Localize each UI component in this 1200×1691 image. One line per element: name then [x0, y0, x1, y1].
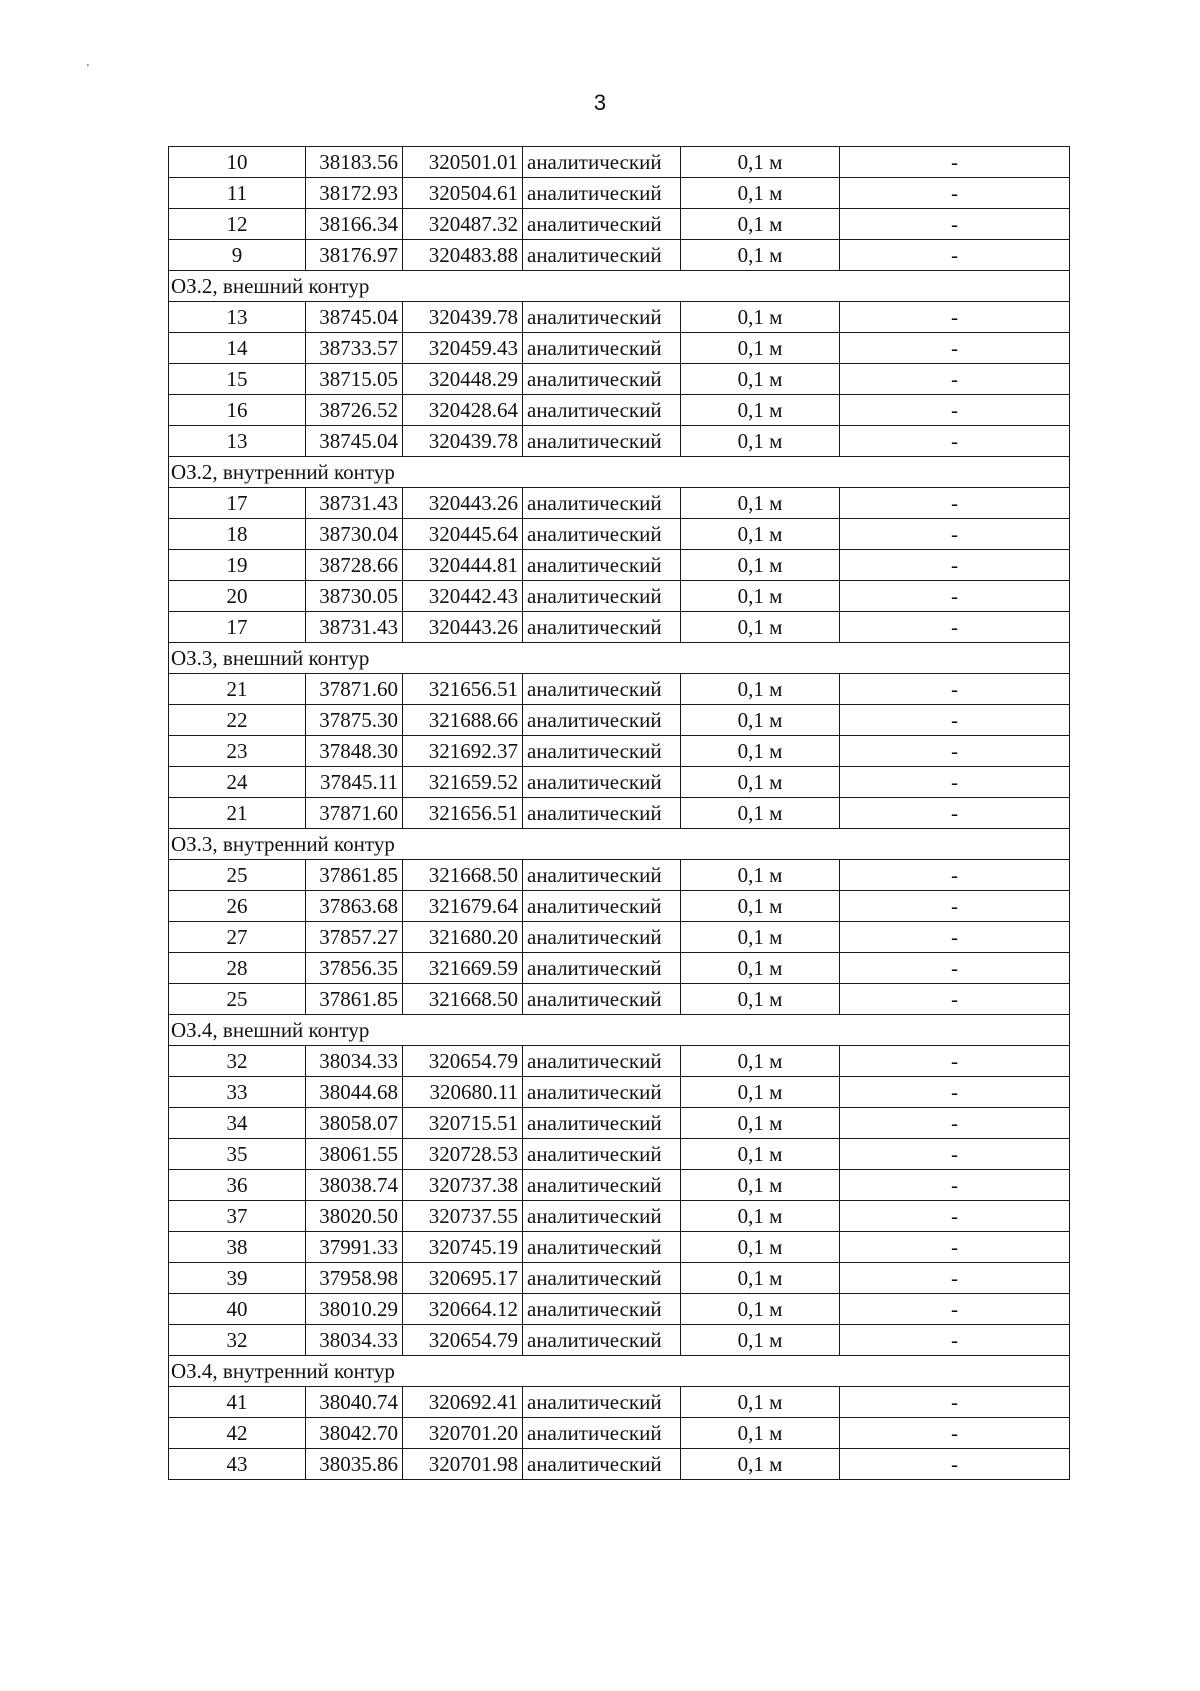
section-header-row — [169, 271, 1070, 302]
method-cell: аналитический — [523, 798, 681, 829]
point-number-cell: 36 — [169, 1170, 306, 1201]
note-cell: - — [840, 364, 1070, 395]
accuracy-cell: 0,1 м — [681, 395, 840, 426]
method-cell: аналитический — [523, 1325, 681, 1356]
note-cell: - — [840, 550, 1070, 581]
point-number-cell: 21 — [169, 798, 306, 829]
note-cell: - — [840, 395, 1070, 426]
method-cell: аналитический — [523, 736, 681, 767]
x-coordinate-cell: 38166.34 — [306, 209, 403, 240]
accuracy-cell: 0,1 м — [681, 1449, 840, 1480]
y-coordinate-cell: 320737.38 — [403, 1170, 523, 1201]
y-coordinate-cell: 320701.98 — [403, 1449, 523, 1480]
method-cell: аналитический — [523, 1387, 681, 1418]
x-coordinate-cell: 37856.35 — [306, 953, 403, 984]
note-cell: - — [840, 1077, 1070, 1108]
x-coordinate-cell: 38034.33 — [306, 1325, 403, 1356]
table-row — [169, 891, 1070, 922]
note-cell: - — [840, 1232, 1070, 1263]
note-cell: - — [840, 1294, 1070, 1325]
note-cell: - — [840, 426, 1070, 457]
x-coordinate-cell: 38035.86 — [306, 1449, 403, 1480]
accuracy-cell: 0,1 м — [681, 860, 840, 891]
point-number-cell: 25 — [169, 984, 306, 1015]
method-cell: аналитический — [523, 1232, 681, 1263]
x-coordinate-cell: 38730.04 — [306, 519, 403, 550]
point-number-cell: 13 — [169, 302, 306, 333]
x-coordinate-cell: 37991.33 — [306, 1232, 403, 1263]
page-number: 3 — [593, 90, 607, 115]
x-coordinate-cell: 38038.74 — [306, 1170, 403, 1201]
y-coordinate-cell: 320445.64 — [403, 519, 523, 550]
note-cell: - — [840, 1108, 1070, 1139]
table-row — [169, 1139, 1070, 1170]
point-number-cell: 27 — [169, 922, 306, 953]
note-cell: - — [840, 240, 1070, 271]
table-row — [169, 1294, 1070, 1325]
x-coordinate-cell: 37848.30 — [306, 736, 403, 767]
section-label: ОЗ.4, внешний контур — [169, 1015, 1070, 1046]
note-cell: - — [840, 1387, 1070, 1418]
table-row — [169, 767, 1070, 798]
note-cell: - — [840, 1263, 1070, 1294]
x-coordinate-cell: 38040.74 — [306, 1387, 403, 1418]
note-cell: - — [840, 1170, 1070, 1201]
table-row — [169, 1418, 1070, 1449]
accuracy-cell: 0,1 м — [681, 1170, 840, 1201]
note-cell: - — [840, 488, 1070, 519]
note-cell: - — [840, 1201, 1070, 1232]
note-cell: - — [840, 891, 1070, 922]
note-cell: - — [840, 984, 1070, 1015]
table-row — [169, 705, 1070, 736]
x-coordinate-cell: 38058.07 — [306, 1108, 403, 1139]
table-row — [169, 519, 1070, 550]
note-cell: - — [840, 1325, 1070, 1356]
y-coordinate-cell: 321669.59 — [403, 953, 523, 984]
x-coordinate-cell: 37875.30 — [306, 705, 403, 736]
y-coordinate-cell: 320487.32 — [403, 209, 523, 240]
method-cell: аналитический — [523, 674, 681, 705]
x-coordinate-cell: 37958.98 — [306, 1263, 403, 1294]
accuracy-cell: 0,1 м — [681, 581, 840, 612]
note-cell: - — [840, 147, 1070, 178]
method-cell: аналитический — [523, 860, 681, 891]
method-cell: аналитический — [523, 209, 681, 240]
accuracy-cell: 0,1 м — [681, 798, 840, 829]
table-row — [169, 178, 1070, 209]
table-row — [169, 798, 1070, 829]
table-row — [169, 984, 1070, 1015]
accuracy-cell: 0,1 м — [681, 891, 840, 922]
section-label: ОЗ.4, внутренний контур — [169, 1356, 1070, 1387]
x-coordinate-cell: 37861.85 — [306, 860, 403, 891]
y-coordinate-cell: 320439.78 — [403, 302, 523, 333]
y-coordinate-cell: 320459.43 — [403, 333, 523, 364]
method-cell: аналитический — [523, 519, 681, 550]
note-cell: - — [840, 178, 1070, 209]
y-coordinate-cell: 321692.37 — [403, 736, 523, 767]
note-cell: - — [840, 1449, 1070, 1480]
point-number-cell: 39 — [169, 1263, 306, 1294]
section-header-row — [169, 1356, 1070, 1387]
coordinates-table-body — [169, 147, 1070, 1480]
point-number-cell: 25 — [169, 860, 306, 891]
y-coordinate-cell: 320448.29 — [403, 364, 523, 395]
scan-speck: ʼ — [86, 62, 90, 74]
x-coordinate-cell: 38010.29 — [306, 1294, 403, 1325]
table-row — [169, 147, 1070, 178]
table-row — [169, 1232, 1070, 1263]
point-number-cell: 18 — [169, 519, 306, 550]
accuracy-cell: 0,1 м — [681, 1139, 840, 1170]
accuracy-cell: 0,1 м — [681, 1108, 840, 1139]
y-coordinate-cell: 320680.11 — [403, 1077, 523, 1108]
x-coordinate-cell: 38731.43 — [306, 488, 403, 519]
x-coordinate-cell: 38034.33 — [306, 1046, 403, 1077]
accuracy-cell: 0,1 м — [681, 1201, 840, 1232]
point-number-cell: 23 — [169, 736, 306, 767]
table-row — [169, 736, 1070, 767]
accuracy-cell: 0,1 м — [681, 953, 840, 984]
accuracy-cell: 0,1 м — [681, 1387, 840, 1418]
y-coordinate-cell: 320745.19 — [403, 1232, 523, 1263]
x-coordinate-cell: 38061.55 — [306, 1139, 403, 1170]
y-coordinate-cell: 320444.81 — [403, 550, 523, 581]
accuracy-cell: 0,1 м — [681, 333, 840, 364]
table-row — [169, 1108, 1070, 1139]
accuracy-cell: 0,1 м — [681, 147, 840, 178]
note-cell: - — [840, 674, 1070, 705]
method-cell: аналитический — [523, 891, 681, 922]
y-coordinate-cell: 321688.66 — [403, 705, 523, 736]
y-coordinate-cell: 320442.43 — [403, 581, 523, 612]
method-cell: аналитический — [523, 767, 681, 798]
table-row — [169, 333, 1070, 364]
note-cell: - — [840, 519, 1070, 550]
method-cell: аналитический — [523, 240, 681, 271]
table-row — [169, 612, 1070, 643]
point-number-cell: 15 — [169, 364, 306, 395]
x-coordinate-cell: 38728.66 — [306, 550, 403, 581]
y-coordinate-cell: 320428.64 — [403, 395, 523, 426]
accuracy-cell: 0,1 м — [681, 178, 840, 209]
y-coordinate-cell: 320715.51 — [403, 1108, 523, 1139]
point-number-cell: 17 — [169, 488, 306, 519]
note-cell: - — [840, 209, 1070, 240]
accuracy-cell: 0,1 м — [681, 1046, 840, 1077]
table-row — [169, 1263, 1070, 1294]
method-cell: аналитический — [523, 953, 681, 984]
point-number-cell: 40 — [169, 1294, 306, 1325]
accuracy-cell: 0,1 м — [681, 984, 840, 1015]
method-cell: аналитический — [523, 984, 681, 1015]
y-coordinate-cell: 320737.55 — [403, 1201, 523, 1232]
table-row — [169, 302, 1070, 333]
method-cell: аналитический — [523, 1139, 681, 1170]
method-cell: аналитический — [523, 178, 681, 209]
note-cell: - — [840, 860, 1070, 891]
x-coordinate-cell: 37861.85 — [306, 984, 403, 1015]
accuracy-cell: 0,1 м — [681, 426, 840, 457]
accuracy-cell: 0,1 м — [681, 705, 840, 736]
point-number-cell: 14 — [169, 333, 306, 364]
y-coordinate-cell: 320664.12 — [403, 1294, 523, 1325]
accuracy-cell: 0,1 м — [681, 209, 840, 240]
y-coordinate-cell: 320728.53 — [403, 1139, 523, 1170]
method-cell: аналитический — [523, 1201, 681, 1232]
accuracy-cell: 0,1 м — [681, 1077, 840, 1108]
table-row — [169, 426, 1070, 457]
table-row — [169, 364, 1070, 395]
point-number-cell: 32 — [169, 1325, 306, 1356]
x-coordinate-cell: 37871.60 — [306, 798, 403, 829]
section-header-row — [169, 643, 1070, 674]
point-number-cell: 20 — [169, 581, 306, 612]
table-row — [169, 1325, 1070, 1356]
x-coordinate-cell: 38176.97 — [306, 240, 403, 271]
method-cell: аналитический — [523, 488, 681, 519]
point-number-cell: 13 — [169, 426, 306, 457]
method-cell: аналитический — [523, 1418, 681, 1449]
note-cell: - — [840, 922, 1070, 953]
accuracy-cell: 0,1 м — [681, 519, 840, 550]
section-label: ОЗ.2, внутренний контур — [169, 457, 1070, 488]
accuracy-cell: 0,1 м — [681, 612, 840, 643]
x-coordinate-cell: 38020.50 — [306, 1201, 403, 1232]
note-cell: - — [840, 581, 1070, 612]
accuracy-cell: 0,1 м — [681, 736, 840, 767]
y-coordinate-cell: 320439.78 — [403, 426, 523, 457]
table-row — [169, 1387, 1070, 1418]
accuracy-cell: 0,1 м — [681, 488, 840, 519]
x-coordinate-cell: 38183.56 — [306, 147, 403, 178]
y-coordinate-cell: 320701.20 — [403, 1418, 523, 1449]
point-number-cell: 32 — [169, 1046, 306, 1077]
section-label: ОЗ.3, внешний контур — [169, 643, 1070, 674]
method-cell: аналитический — [523, 1046, 681, 1077]
method-cell: аналитический — [523, 705, 681, 736]
table-row — [169, 953, 1070, 984]
x-coordinate-cell: 38726.52 — [306, 395, 403, 426]
x-coordinate-cell: 38044.68 — [306, 1077, 403, 1108]
note-cell: - — [840, 612, 1070, 643]
x-coordinate-cell: 37857.27 — [306, 922, 403, 953]
table-row — [169, 488, 1070, 519]
coordinates-table — [168, 146, 1070, 1480]
y-coordinate-cell: 321656.51 — [403, 798, 523, 829]
y-coordinate-cell: 320654.79 — [403, 1046, 523, 1077]
y-coordinate-cell: 321659.52 — [403, 767, 523, 798]
x-coordinate-cell: 38715.05 — [306, 364, 403, 395]
note-cell: - — [840, 333, 1070, 364]
point-number-cell: 22 — [169, 705, 306, 736]
x-coordinate-cell: 38731.43 — [306, 612, 403, 643]
y-coordinate-cell: 321668.50 — [403, 860, 523, 891]
point-number-cell: 34 — [169, 1108, 306, 1139]
note-cell: - — [840, 1418, 1070, 1449]
y-coordinate-cell: 320501.01 — [403, 147, 523, 178]
table-row — [169, 1077, 1070, 1108]
table-row — [169, 674, 1070, 705]
x-coordinate-cell: 38172.93 — [306, 178, 403, 209]
point-number-cell: 16 — [169, 395, 306, 426]
section-header-row — [169, 1015, 1070, 1046]
table-row — [169, 395, 1070, 426]
method-cell: аналитический — [523, 1108, 681, 1139]
method-cell: аналитический — [523, 1294, 681, 1325]
point-number-cell: 24 — [169, 767, 306, 798]
y-coordinate-cell: 320695.17 — [403, 1263, 523, 1294]
x-coordinate-cell: 37863.68 — [306, 891, 403, 922]
table-row — [169, 209, 1070, 240]
point-number-cell: 11 — [169, 178, 306, 209]
accuracy-cell: 0,1 м — [681, 674, 840, 705]
point-number-cell: 42 — [169, 1418, 306, 1449]
point-number-cell: 41 — [169, 1387, 306, 1418]
y-coordinate-cell: 320692.41 — [403, 1387, 523, 1418]
table-row — [169, 1170, 1070, 1201]
y-coordinate-cell: 320443.26 — [403, 612, 523, 643]
table-row — [169, 860, 1070, 891]
note-cell: - — [840, 1046, 1070, 1077]
method-cell: аналитический — [523, 302, 681, 333]
method-cell: аналитический — [523, 426, 681, 457]
y-coordinate-cell: 321668.50 — [403, 984, 523, 1015]
accuracy-cell: 0,1 м — [681, 1294, 840, 1325]
point-number-cell: 35 — [169, 1139, 306, 1170]
table-row — [169, 581, 1070, 612]
note-cell: - — [840, 953, 1070, 984]
table-row — [169, 1201, 1070, 1232]
method-cell: аналитический — [523, 364, 681, 395]
point-number-cell: 9 — [169, 240, 306, 271]
y-coordinate-cell: 321679.64 — [403, 891, 523, 922]
point-number-cell: 12 — [169, 209, 306, 240]
accuracy-cell: 0,1 м — [681, 1325, 840, 1356]
note-cell: - — [840, 302, 1070, 333]
accuracy-cell: 0,1 м — [681, 1232, 840, 1263]
accuracy-cell: 0,1 м — [681, 240, 840, 271]
section-header-row — [169, 829, 1070, 860]
method-cell: аналитический — [523, 395, 681, 426]
point-number-cell: 37 — [169, 1201, 306, 1232]
y-coordinate-cell: 320654.79 — [403, 1325, 523, 1356]
x-coordinate-cell: 38745.04 — [306, 426, 403, 457]
section-label: ОЗ.2, внешний контур — [169, 271, 1070, 302]
table-row — [169, 240, 1070, 271]
accuracy-cell: 0,1 м — [681, 302, 840, 333]
point-number-cell: 21 — [169, 674, 306, 705]
x-coordinate-cell: 38745.04 — [306, 302, 403, 333]
point-number-cell: 38 — [169, 1232, 306, 1263]
section-header-row — [169, 457, 1070, 488]
method-cell: аналитический — [523, 1170, 681, 1201]
note-cell: - — [840, 705, 1070, 736]
y-coordinate-cell: 321656.51 — [403, 674, 523, 705]
method-cell: аналитический — [523, 550, 681, 581]
method-cell: аналитический — [523, 1449, 681, 1480]
method-cell: аналитический — [523, 612, 681, 643]
method-cell: аналитический — [523, 333, 681, 364]
y-coordinate-cell: 321680.20 — [403, 922, 523, 953]
method-cell: аналитический — [523, 147, 681, 178]
method-cell: аналитический — [523, 1263, 681, 1294]
point-number-cell: 19 — [169, 550, 306, 581]
method-cell: аналитический — [523, 581, 681, 612]
point-number-cell: 10 — [169, 147, 306, 178]
method-cell: аналитический — [523, 922, 681, 953]
method-cell: аналитический — [523, 1077, 681, 1108]
accuracy-cell: 0,1 м — [681, 767, 840, 798]
note-cell: - — [840, 767, 1070, 798]
accuracy-cell: 0,1 м — [681, 364, 840, 395]
note-cell: - — [840, 736, 1070, 767]
accuracy-cell: 0,1 м — [681, 922, 840, 953]
table-row — [169, 1449, 1070, 1480]
table-row — [169, 922, 1070, 953]
accuracy-cell: 0,1 м — [681, 1263, 840, 1294]
section-label: ОЗ.3, внутренний контур — [169, 829, 1070, 860]
y-coordinate-cell: 320443.26 — [403, 488, 523, 519]
x-coordinate-cell: 37871.60 — [306, 674, 403, 705]
point-number-cell: 43 — [169, 1449, 306, 1480]
x-coordinate-cell: 38042.70 — [306, 1418, 403, 1449]
table-row — [169, 1046, 1070, 1077]
point-number-cell: 26 — [169, 891, 306, 922]
accuracy-cell: 0,1 м — [681, 1418, 840, 1449]
x-coordinate-cell: 38733.57 — [306, 333, 403, 364]
note-cell: - — [840, 1139, 1070, 1170]
x-coordinate-cell: 38730.05 — [306, 581, 403, 612]
table-row — [169, 550, 1070, 581]
x-coordinate-cell: 37845.11 — [306, 767, 403, 798]
y-coordinate-cell: 320483.88 — [403, 240, 523, 271]
note-cell: - — [840, 798, 1070, 829]
point-number-cell: 33 — [169, 1077, 306, 1108]
point-number-cell: 28 — [169, 953, 306, 984]
y-coordinate-cell: 320504.61 — [403, 178, 523, 209]
accuracy-cell: 0,1 м — [681, 550, 840, 581]
point-number-cell: 17 — [169, 612, 306, 643]
